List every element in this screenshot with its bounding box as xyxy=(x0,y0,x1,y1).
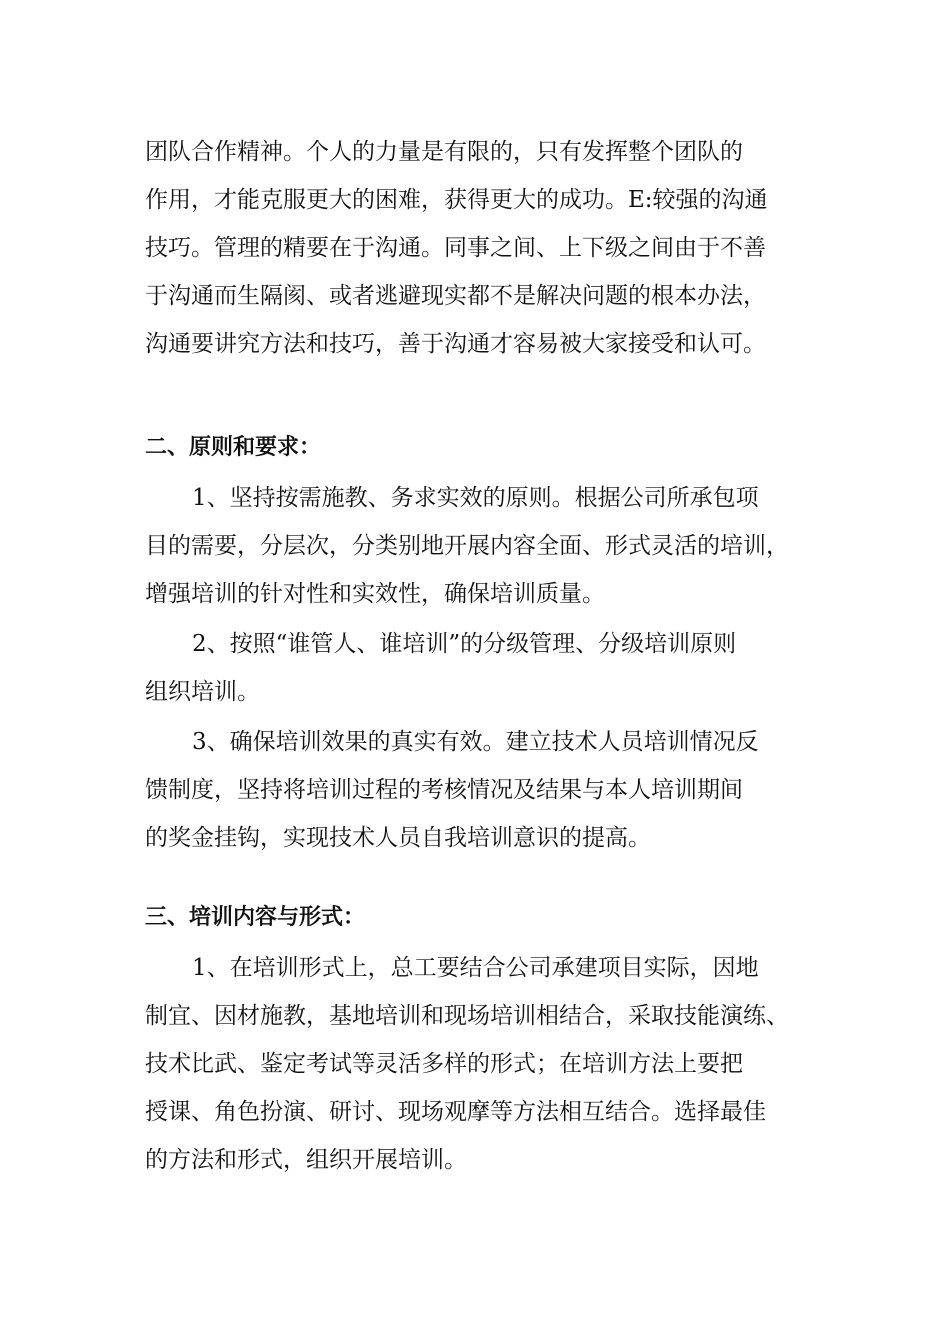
list-item-first-line: 2、按照“谁管人、谁培训”的分级管理、分级培训原则 xyxy=(192,631,737,657)
paragraph-line: 的方法和形式，组织开展培训。 xyxy=(145,1147,467,1173)
paragraph-line: 增强培训的针对性和实效性，确保培训质量。 xyxy=(145,581,605,607)
paragraph-line: 作用，才能克服更大的困难，获得更大的成功。E:较强的沟通 xyxy=(145,187,768,213)
paragraph-line: 授课、角色扮演、研讨、现场观摩等方法相互结合。选择最佳 xyxy=(145,1099,766,1125)
paragraph-line: 于沟通而生隔阂、或者逃避现实都不是解决问题的根本办法， xyxy=(145,283,766,309)
section-heading-content-form: 三、培训内容与形式： xyxy=(145,905,366,930)
paragraph-line: 团队合作精神。个人的力量是有限的，只有发挥整个团队的 xyxy=(145,139,743,165)
paragraph-line: 的奖金挂钩，实现技术人员自我培训意识的提高。 xyxy=(145,825,651,851)
list-item-first-line: 3、确保培训效果的真实有效。建立技术人员培训情况反 xyxy=(192,729,759,755)
paragraph-line: 沟通要讲究方法和技巧，善于沟通才容易被大家接受和认可。 xyxy=(145,331,766,357)
list-item-first-line: 1、在培训形式上，总工要结合公司承建项目实际，因地 xyxy=(192,955,759,981)
paragraph-line: 制宜、因材施教，基地培训和现场培训相结合，采取技能演练、 xyxy=(145,1003,789,1029)
paragraph-line: 组织培训。 xyxy=(145,679,260,705)
paragraph-line: 馈制度，坚持将培训过程的考核情况及结果与本人培训期间 xyxy=(145,777,743,803)
paragraph-line: 技术比武、鉴定考试等灵活多样的形式；在培训方法上要把 xyxy=(145,1051,743,1077)
list-item-first-line: 1、坚持按需施教、务求实效的原则。根据公司所承包项 xyxy=(192,485,759,511)
paragraph-line: 技巧。管理的精要在于沟通。同事之间、上下级之间由于不善 xyxy=(145,235,766,261)
section-heading-principles: 二、原则和要求： xyxy=(145,435,322,460)
paragraph-line: 目的需要，分层次，分类别地开展内容全面、形式灵活的培训， xyxy=(145,533,789,559)
